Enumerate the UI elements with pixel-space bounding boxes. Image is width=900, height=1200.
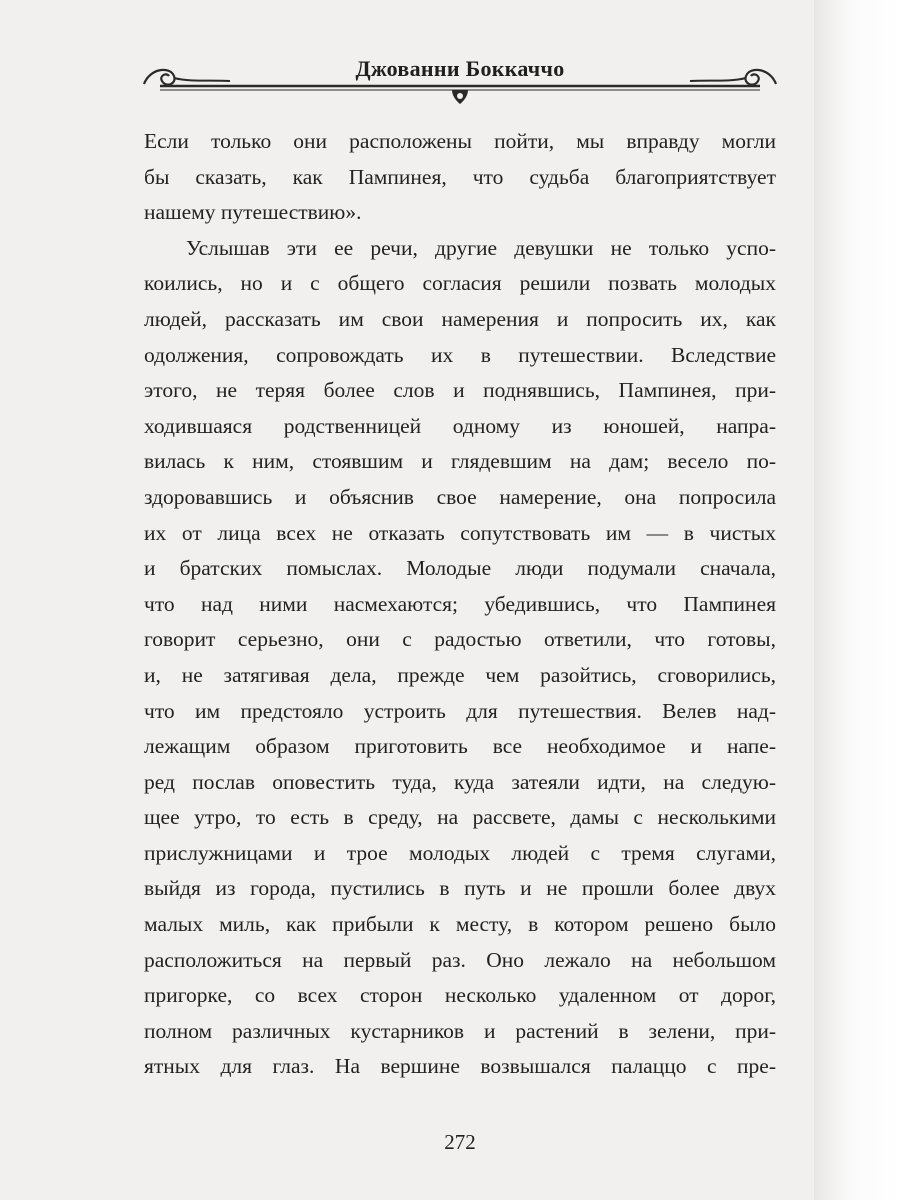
page-number: 272	[444, 1130, 476, 1154]
text-line: что над ними насмехаются; убедившись, что Пампинея	[144, 591, 776, 616]
text-line: вилась к ним, стоявшим и глядевшим на дам; весело по-	[144, 449, 776, 474]
text-line: их от лица всех не отказать сопутствовать им — в чистых	[144, 520, 776, 545]
text-line: нашему путешествию».	[144, 200, 362, 225]
text-line: говорит серьезно, они с радостью ответили, что готовы,	[144, 627, 776, 652]
page-header	[140, 48, 780, 108]
text-line: ятных для глаз. На вершине возвышался палаццо с пре-	[144, 1054, 776, 1079]
text-line: одолжения, сопровождать их в путешествии. Вследствие	[144, 342, 776, 367]
text-line: людей, рассказать им свои намерения и попросить их, как	[144, 306, 776, 331]
text-line: выйдя из города, пустились в путь и не прошли более двух	[144, 876, 776, 901]
text-line: что им предстояло устроить для путешествия. Велев над-	[144, 698, 776, 723]
text-line: и, не затягивая дела, прежде чем разойтись, сговорились,	[144, 662, 776, 687]
text-line: здоровавшись и объяснив свое намерение, она попросила	[144, 484, 776, 509]
text-line: малых миль, как прибыли к месту, в котором решено было	[144, 912, 776, 937]
text-line: бы сказать, как Пампинея, что судьба благоприятствует	[144, 164, 776, 189]
text-line: прислужницами и трое молодых людей с тремя слугами,	[144, 840, 776, 865]
text-line: коились, но и с общего согласия решили позвать молодых	[144, 271, 776, 296]
page-edge-shadow	[814, 0, 900, 1200]
text-line: этого, не теряя более слов и поднявшись, Пампинея, при-	[144, 378, 776, 403]
running-head-title: Джованни Боккаччо	[355, 56, 565, 81]
body-text	[144, 124, 776, 1085]
text-line: лежащим образом приготовить все необходимое и напе-	[144, 734, 776, 759]
text-line: ред послав оповестить туда, куда затеяли идти, на следую-	[144, 769, 776, 794]
text-line: Услышав эти ее речи, другие девушки не только успо-	[186, 235, 776, 260]
text-line: расположиться на первый раз. Оно лежало на небольшом	[144, 947, 776, 972]
text-line: полном различных кустарников и растений в зелени, при-	[144, 1018, 776, 1043]
text-line: ходившаяся родственницей одному из юношей, напра-	[144, 413, 776, 438]
text-line: щее утро, то есть в среду, на рассвете, дамы с несколькими	[144, 805, 776, 830]
text-line: пригорке, со всех сторон несколько удаленном от дорог,	[144, 983, 776, 1008]
text-line: и братских помыслах. Молодые люди подумали сначала,	[144, 556, 776, 581]
text-line: Если только они расположены пойти, мы вправду могли	[144, 129, 776, 153]
